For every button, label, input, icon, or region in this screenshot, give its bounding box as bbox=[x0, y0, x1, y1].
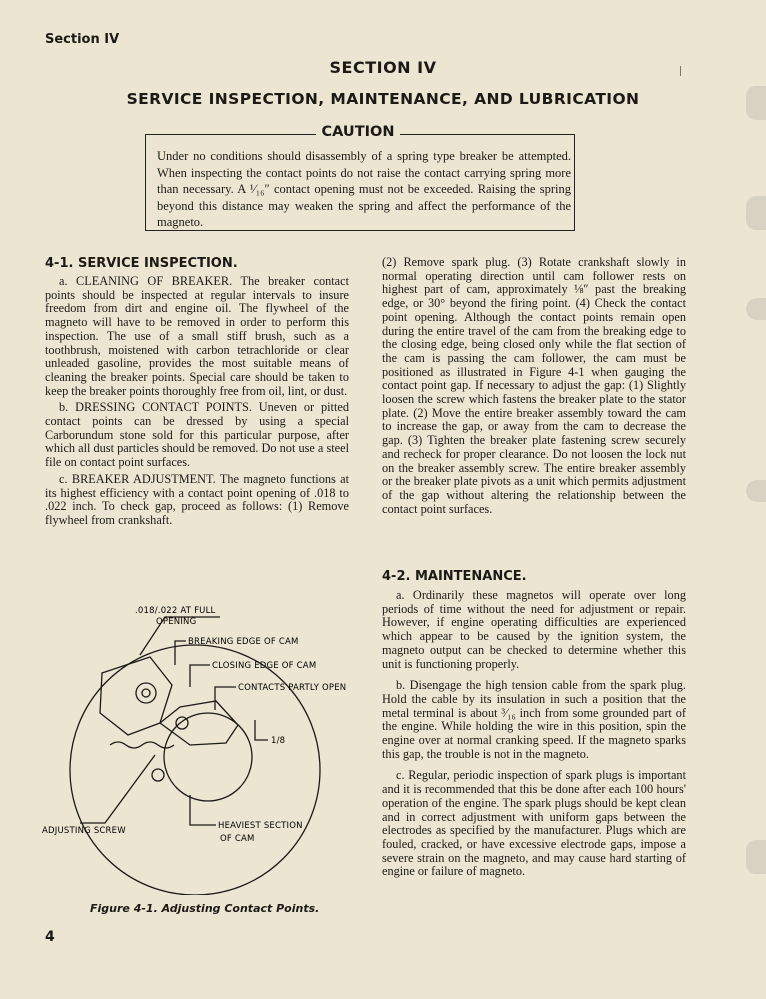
para-breaker-adjustment: c. BREAKER ADJUSTMENT. The magneto functions at its highest efficiency with a contact point opening of .018 to .022 inch. To check gap, proceed as follows: (1) Remove flywheel from crankshaft. bbox=[45, 471, 349, 527]
pivot-screw bbox=[136, 683, 156, 703]
binder-hole bbox=[746, 86, 766, 120]
heading-maintenance: 4-2. MAINTENANCE. bbox=[382, 569, 527, 584]
para-maintenance-b: b. Disengage the high tension cable from the spark plug. Hold the cable by its insulation in such a position that the metal terminal is about ³⁄₁₆ inch from some grounded part of the engine. While holding the wire in this position, spin the engine over at normal cranking speed. If the magneto sparks this gap, the trouble is not in the magneto. bbox=[382, 678, 686, 761]
para-dressing-points: b. DRESSING CONTACT POINTS. Uneven or pitted contact points can be dressed by using a special Carborundum stone sold for this particular purpose, after which all dust particles should be removed. Do not use a steel file on contact point surfaces. bbox=[45, 400, 349, 470]
cam-follower bbox=[176, 717, 188, 729]
binder-hole bbox=[746, 840, 766, 874]
heaviest-section-leader bbox=[190, 795, 216, 825]
section-subtitle: SERVICE INSPECTION, MAINTENANCE, AND LUBRICATION bbox=[126, 90, 640, 108]
caution-text: Under no conditions should disassembly of a spring type breaker be attempted. When inspecting the contact points do not raise the contact carrying spring more than necessary. A ¹⁄₁₆″ contact opening must not be exceeded. Raising the spring beyond this distance may weaken the spring and affect the performance of the magneto. bbox=[157, 149, 571, 230]
para-maintenance-c: c. Regular, periodic inspection of spark plugs is important and it is recommended that this be done after each 100 hours' operation of the engine. The spark plugs should be kept clean and in correct adjustment with uniform gaps between the electrodes as specified by the manufacturer. Plugs which are fouled, cracked, or have excessive electrode gaps, impose a severe strain on the magneto, and may cause hard starting of engine or failure of magneto. bbox=[382, 768, 686, 879]
para-adjustment-steps: (2) Remove spark plug. (3) Rotate crankshaft slowly in normal operating direction until cam follower rests on highest part of cam, approximately ⅛″ past the breaking edge, or 30° beyond the firing point. (4) Check the contact point opening. Although the contact points remain open during the entire travel of the cam from the breaking edge to the closing edge, being closed only while the flat section of the cam is passing the cam follower, the cam must be positioned as illustrated in Figure 4-1 when gauging the contact point gap. If necessary to adjust the gap: (1) Slightly loosen the screw which fastens the breaker plate to the stator plate. (2) Move the entire breaker assembly toward the cam to increase the gap, or away from the cam to decrease the gap. (3) Tighten the breaker plate fastening screw securely and recheck for proper clearance. Do not loosen the lock nut on the breaker assembly screw. The entire breaker assembly or the breaker plate pivots as a unit which permits adjustment of the gap without altering the relationship between the contact point surfaces. bbox=[382, 255, 686, 516]
pivot-screw-center bbox=[142, 689, 150, 697]
label-breaking-edge: BREAKING EDGE OF CAM bbox=[188, 637, 299, 647]
closing-edge-leader bbox=[190, 665, 210, 687]
adjusting-screw-leader bbox=[80, 755, 155, 823]
contact-spring bbox=[110, 742, 174, 748]
page-number: 4 bbox=[45, 929, 55, 945]
label-contacts-open: CONTACTS PARTLY OPEN bbox=[238, 683, 347, 693]
caution-heading: CAUTION bbox=[321, 124, 395, 140]
label-opening-1: .018/.022 AT FULL bbox=[135, 606, 216, 616]
eighth-leader bbox=[255, 720, 268, 740]
lock-nut bbox=[152, 769, 164, 781]
section-title: SECTION IV bbox=[329, 58, 437, 77]
breaker-adjustment-continued bbox=[382, 256, 686, 516]
binder-hole bbox=[746, 196, 766, 230]
label-closing-edge: CLOSING EDGE OF CAM bbox=[212, 661, 317, 671]
figure-adjusting-contact-points bbox=[40, 595, 360, 895]
service-inspection-body bbox=[45, 275, 349, 528]
label-eighth: 1/8 bbox=[271, 736, 286, 746]
maintenance-body bbox=[382, 589, 686, 879]
para-cleaning-breaker: a. CLEANING OF BREAKER. The breaker contact points should be inspected at regular intervals to insure freedom from dirt and engine oil. The flywheel of the magneto will have to be removed in order to perform this inspection. The use of a small stiff brush, such as a toothbrush, moistened with carbon tetrachloride or clear unleaded gasoline, provides the most suitable means of cleaning the breaker points. Special care should be taken to keep the breaker points thoroughly free from oil, lint, or dust. bbox=[45, 274, 349, 398]
label-adjusting-screw: ADJUSTING SCREW bbox=[42, 826, 126, 836]
figure-caption: Figure 4-1. Adjusting Contact Points. bbox=[90, 902, 320, 915]
heading-service-inspection: 4-1. SERVICE INSPECTION. bbox=[45, 256, 238, 271]
section-label: Section IV bbox=[45, 32, 120, 47]
breaking-edge-leader bbox=[175, 641, 186, 665]
label-opening-2: OPENING bbox=[156, 617, 197, 627]
binder-hole bbox=[746, 480, 766, 502]
label-heaviest-2: OF CAM bbox=[220, 834, 255, 844]
breaker-arm bbox=[160, 701, 238, 745]
label-heaviest-1: HEAVIEST SECTION bbox=[218, 821, 303, 831]
para-maintenance-a: a. Ordinarily these magnetos will operate over long periods of time without the need for adjustment or repair. However, if engine operating difficulties are experienced which appear to be caused by the ignition system, the magneto output can be checked to determine whether this unit is functioning properly. bbox=[382, 588, 686, 671]
contacts-leader bbox=[215, 687, 236, 710]
binder-hole bbox=[746, 298, 766, 320]
